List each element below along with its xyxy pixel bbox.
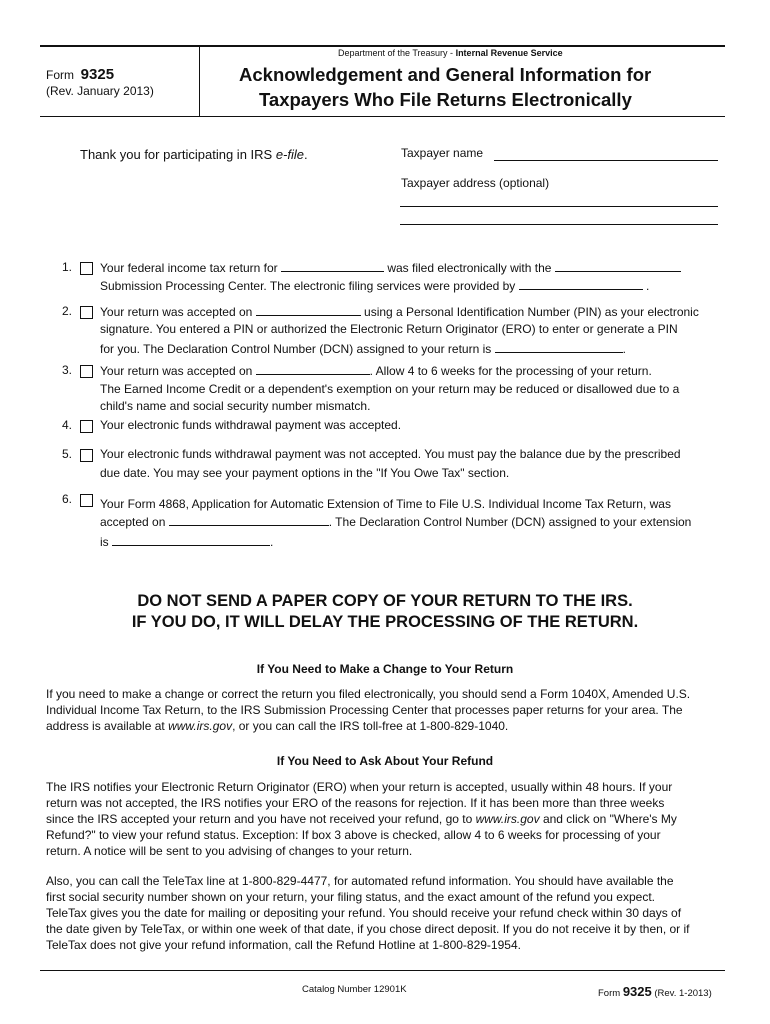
item-2-line3 [100,341,626,356]
taxpayer-address-field-2[interactable] [400,224,718,225]
form-number: 9325 [80,66,115,83]
thanks-prefix: Thank you for participating in IRS [80,147,276,162]
item-5-line1: Your electronic funds withdrawal payment was not accepted. You must pay the balance due by the prescribed [100,447,681,461]
refund-line3 [46,812,677,826]
item-1-center-field[interactable] [555,260,681,272]
teletax-line3: TeleTax gives you the date for mailing or depositing your refund. You should receive your refund check within 30 days of [46,906,682,920]
item-5-checkbox[interactable] [80,449,93,462]
item-1-provider-field[interactable] [519,278,643,290]
item-2-text-e: . [622,342,626,356]
item-1-text-a: Your federal income tax return for [100,261,278,275]
item-6-text-d: is [100,535,109,549]
item-3-checkbox[interactable] [80,365,93,378]
item-6-number: 6. [62,492,73,506]
item-5-number: 5. [62,447,73,461]
taxpayer-name-field[interactable] [494,160,718,161]
item-6-dcn-field[interactable] [112,534,270,546]
refund-text-b: and click on "Where's My [539,812,677,826]
refund-line4: Refund?" to view your refund status. Exception: If box 3 above is checked, allow 4 to 6 weeks for processing of your [46,828,661,842]
change-heading: If You Need to Make a Change to Your Return [256,662,514,676]
footer-rule [40,970,725,971]
item-1-text-d: . [646,279,650,293]
item-2-number: 2. [62,304,73,318]
item-4-number: 4. [62,418,73,432]
warning-line2: IF YOU DO, IT WILL DELAY THE PROCESSING OF THE RETURN. [131,613,639,631]
item-6-text-e: . [270,535,274,549]
department-line [338,48,563,58]
item-5-line2: due date. You may see your payment options in the "If You Owe Tax" section. [100,466,510,480]
item-1-number: 1. [62,260,73,274]
refund-line2: return was not accepted, the IRS notifies your ERO of the reasons for rejection. If it has been more than three weeks [46,796,665,810]
item-2-line2: signature. You entered a PIN or authorized the Electronic Return Originator (ERO) to enter or generate a PIN [100,322,678,336]
item-3-text-a: Your return was accepted on [100,364,253,378]
change-line2: Individual Income Tax Return, to the IRS Submission Processing Center that processes paper returns for your area. The [46,703,683,717]
thank-you-text [80,147,308,162]
teletax-line4: the date given by TeleTax, or within one week of that date, if you chose direct deposit. If you do not receive it by then, or if [46,922,690,936]
item-2-date-field[interactable] [256,304,361,316]
teletax-line1: Also, you can call the TeleTax line at 1-800-829-4477, for automated refund information. You should have available the [46,874,674,888]
item-3-line2: The Earned Income Credit or a dependent's exemption on your return may be reduced or disallowed due to a [100,382,680,396]
item-1-line1 [100,260,681,275]
refund-heading: If You Need to Ask About Your Refund [276,754,494,768]
item-2-text-d: for you. The Declaration Control Number (DCN) assigned to your return is [100,342,492,356]
taxpayer-address-label: Taxpayer address (optional) [401,176,550,190]
page-title-line1: Acknowledgement and General Information for [239,64,652,85]
department-text: Department of the Treasury - [338,48,456,58]
footer-form-label: Form [598,988,621,999]
form-revision: (Rev. January 2013) [46,84,154,98]
thanks-efile: e-file [275,147,305,162]
item-1-text-b: was filed electronically with the [387,261,552,275]
item-6-date-field[interactable] [169,514,329,526]
item-3-line3: child's name and social security number mismatch. [100,399,371,413]
item-2-text-b: using a Personal Identification Number (PIN) as your electronic [364,305,699,319]
item-1-checkbox[interactable] [80,262,93,275]
footer-revision: (Rev. 1-2013) [654,988,712,999]
item-3-number: 3. [62,363,73,377]
taxpayer-address-field-1[interactable] [400,206,718,207]
item-2-checkbox[interactable] [80,306,93,319]
catalog-number: Catalog Number 12901K [302,984,407,995]
footer-form-id [598,984,712,999]
refund-line5: return. A notice will be sent to you advising of changes to your return. [46,844,413,858]
item-2-line1 [100,304,699,319]
form-id [46,66,114,83]
item-1-line2 [100,278,649,293]
item-6-text-b: accepted on [100,515,166,529]
page-title-line2: Taxpayers Who File Returns Electronically [259,89,632,110]
header-divider [199,46,200,117]
warning-line1: DO NOT SEND A PAPER COPY OF YOUR RETURN TO THE IRS. [137,592,633,610]
change-line3 [46,719,508,733]
header-bottom-rule [40,116,725,117]
form-label: Form [46,68,74,82]
item-6-line3 [100,534,273,549]
item-6-checkbox[interactable] [80,494,93,507]
item-4-line1: Your electronic funds withdrawal payment was accepted. [100,418,402,432]
header-top-rule [40,45,725,47]
item-1-year-field[interactable] [281,260,384,272]
thanks-suffix: . [304,147,308,162]
irs-refund-link[interactable]: www.irs.gov [475,812,540,826]
item-2-dcn-field[interactable] [495,341,623,353]
item-3-date-field[interactable] [256,363,370,375]
item-3-text-b: . Allow 4 to 6 weeks for the processing of your return. [369,364,652,378]
change-text-a: address is available at [46,719,169,733]
item-2-text-a: Your return was accepted on [100,305,253,319]
irs-link[interactable]: www.irs.gov [168,719,233,733]
item-4-checkbox[interactable] [80,420,93,433]
change-line1: If you need to make a change or correct the return you filed electronically, you should send a Form 1040X, Amended U.S. [46,687,691,701]
agency-text: Internal Revenue Service [455,48,563,58]
teletax-line5: TeleTax does not give your refund information, call the Refund Hotline at 1-800-829-1954. [46,938,521,952]
item-6-text-c: . The Declaration Control Number (DCN) assigned to your extension [328,515,692,529]
taxpayer-name-label: Taxpayer name [401,146,484,160]
footer-form-number: 9325 [622,984,652,999]
item-6-line1: Your Form 4868, Application for Automatic Extension of Time to File U.S. Individual Income Tax Return, was [100,497,671,511]
refund-text-a: since the IRS accepted your return and you have not received your refund, go to [46,812,476,826]
change-text-b: , or you can call the IRS toll-free at 1-800-829-1040. [232,719,509,733]
refund-line1: The IRS notifies your Electronic Return Originator (ERO) when your return is accepted, usually within 48 hours. If your [46,780,673,794]
item-3-line1 [100,363,652,378]
item-1-text-c: Submission Processing Center. The electronic filing services were provided by [100,279,516,293]
item-6-line2 [100,514,691,529]
teletax-line2: first social security number shown on your return, your filing status, and the exact amount of the refund you expect. [46,890,655,904]
